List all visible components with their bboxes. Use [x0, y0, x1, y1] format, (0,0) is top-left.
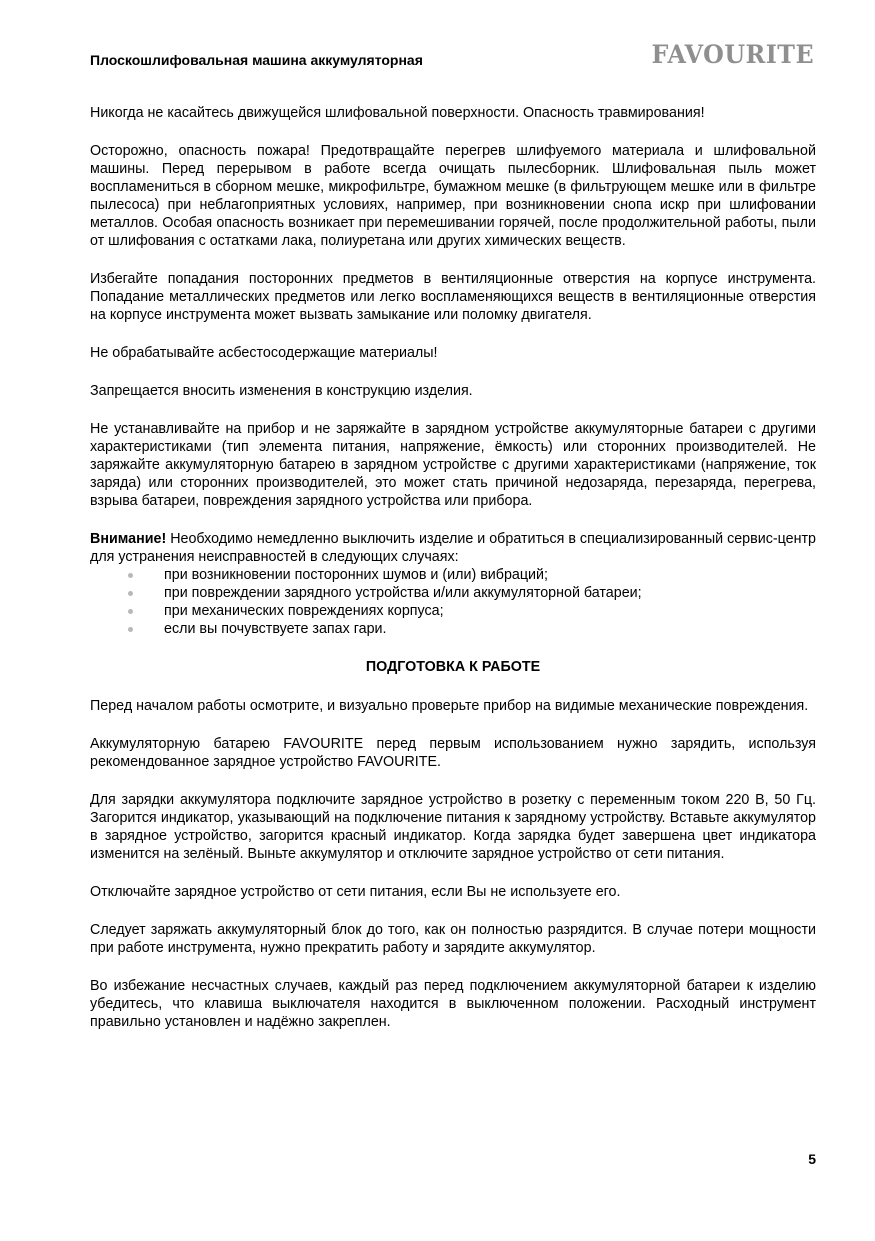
- bullet-icon: [128, 591, 133, 596]
- paragraph: Перед началом работы осмотрите, и визуально проверьте прибор на видимые механические повреждения.: [90, 698, 809, 714]
- paragraph: Не обрабатывайте асбестосодержащие материалы!: [90, 345, 438, 361]
- bullet-icon: [128, 609, 133, 614]
- section-heading: ПОДГОТОВКА К РАБОТЕ: [365, 659, 541, 675]
- list-item-text: при возникновении посторонних шумов и (или) вибраций;: [164, 567, 548, 583]
- paragraph: Для зарядки аккумулятора подключите зарядное устройство в розетку с переменным током 220 В, 50 Гц. Загорится индикатор, указывающий на подключение питания к зарядному устройству. Вставьте аккумулятор в зарядное устройство, загорится красный индикатор. Когда зарядка будет завершена цвет индикатора изменится на зелёный. Выньте аккумулятор и отключите зарядное устройство от сети питания.: [90, 792, 816, 862]
- malfunction-list: [90, 566, 816, 638]
- paragraph: Никогда не касайтесь движущейся шлифовальной поверхности. Опасность травмирования!: [90, 105, 705, 121]
- list-item: [90, 566, 816, 584]
- list-item: [90, 620, 816, 638]
- list-item-text: если вы почувствуете запах гари.: [164, 621, 387, 637]
- bullet-icon: [128, 627, 133, 632]
- attention-text: Необходимо немедленно выключить изделие и обратиться в специализированный сервис-центр для устранения неисправностей в следующих случаях:: [90, 531, 816, 565]
- brand-logo: FAVOURITE: [651, 40, 814, 69]
- paragraph: Избегайте попадания посторонних предметов в вентиляционные отверстия на корпусе инструмента. Попадание металлических предметов или легко воспламеняющихся веществ в вентиляционные отверстия на корпусе инструмента может вызвать замыкание или поломку двигателя.: [90, 271, 816, 323]
- paragraph: Запрещается вносить изменения в конструкцию изделия.: [90, 383, 473, 399]
- document-body: [90, 104, 816, 1051]
- attention-paragraph: [90, 530, 816, 566]
- list-item-text: при механических повреждениях корпуса;: [164, 603, 444, 619]
- page-number: 5: [808, 1151, 816, 1167]
- list-item-text: при повреждении зарядного устройства и/или аккумуляторной батареи;: [164, 585, 642, 601]
- paragraph: Осторожно, опасность пожара! Предотвращайте перегрев шлифуемого материала и шлифовальной машины. Перед перерывом в работе всегда очищать пылесборник. Шлифовальная пыль может воспламениться в сборном мешке, микрофильтре, бумажном мешке (в фильтрующем мешке или в фильтре пылесоса) при неблагоприятных условиях, например, при возникновении снопа искр при шлифовании металлов. Особая опасность возникает при перемешивании горячей, после продолжительной работы, пыли от шлифования с остатками лака, полиуретана или других химических веществ.: [90, 143, 816, 249]
- paragraph: Во избежание несчастных случаев, каждый раз перед подключением аккумуляторной батареи к изделию убедитесь, что клавиша выключателя находится в выключенном положении. Расходный инструмент правильно установлен и надёжно закреплен.: [90, 978, 816, 1030]
- attention-label: Внимание!: [90, 531, 167, 547]
- paragraph: Отключайте зарядное устройство от сети питания, если Вы не используете его.: [90, 884, 621, 900]
- list-item: [90, 602, 816, 620]
- document-header-title: Плоскошлифовальная машина аккумуляторная: [90, 52, 423, 68]
- paragraph: Не устанавливайте на прибор и не заряжайте в зарядном устройстве аккумуляторные батареи с другими характеристиками (тип элемента питания, напряжение, ёмкость) или сторонних производителей. Не заряжайте аккумуляторную батарею в зарядном устройстве с другими характеристиками (напряжение, ток заряда) или сторонних производителей, это может стать причиной недозаряда, перезаряда, перегрева, взрыва батареи, повреждения зарядного устройства или прибора.: [90, 421, 816, 509]
- paragraph: Следует заряжать аккумуляторный блок до того, как он полностью разрядится. В случае потери мощности при работе инструмента, нужно прекратить работу и зарядите аккумулятор.: [90, 922, 816, 956]
- bullet-icon: [128, 573, 133, 578]
- paragraph: Аккумуляторную батарею FAVOURITE перед первым использованием нужно зарядить, используя рекомендованное зарядное устройство FAVOURITE.: [90, 736, 816, 770]
- list-item: [90, 584, 816, 602]
